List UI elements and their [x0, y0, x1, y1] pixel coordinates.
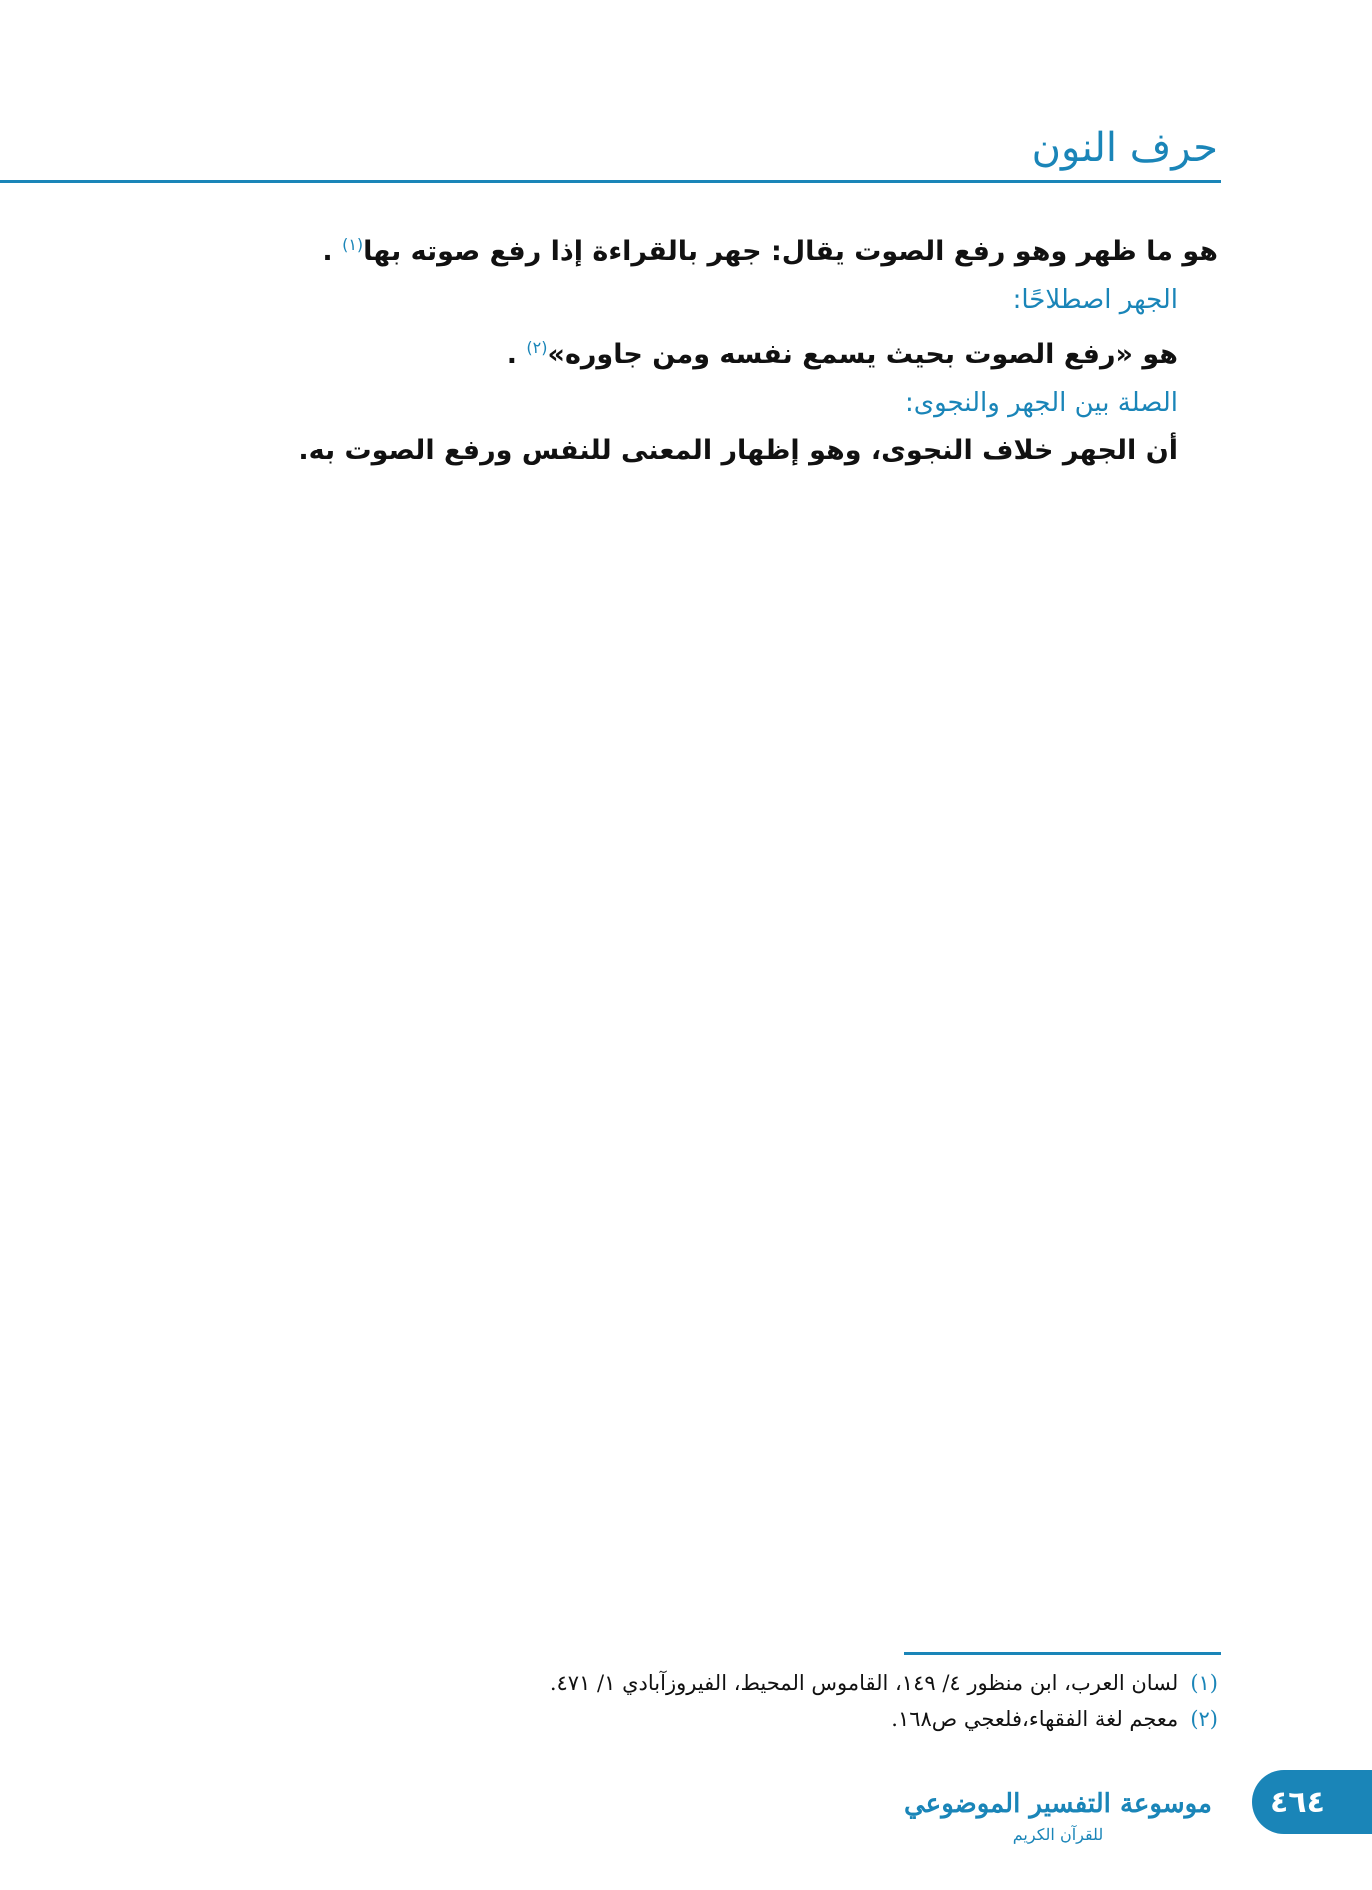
paragraph-2-text: هو «رفع الصوت بحيث يسمع نفسه ومن جاوره»: [547, 339, 1178, 370]
logo-title: موسوعة التفسير الموضوعي: [904, 1789, 1212, 1819]
page-number: ٤٦٤: [1270, 1784, 1325, 1820]
main-text: [298, 225, 1218, 471]
paragraph-2-end: .: [506, 339, 527, 370]
header-rule: [0, 180, 1221, 183]
paragraph-1-text: هو ما ظهر وهو رفع الصوت يقال: جهر بالقراءة إذا رفع صوته بها: [363, 236, 1218, 267]
footnote-number: (٢): [1190, 1707, 1218, 1731]
paragraph-3: أن الجهر خلاف النجوى، وهو إظهار المعنى للنفس ورفع الصوت به.: [298, 435, 1178, 466]
footnote-ref-2[interactable]: (٢): [526, 338, 548, 357]
paragraph-1: [318, 225, 1218, 272]
heading-terminology: الجهر اصطلاحًا:: [1012, 285, 1178, 315]
footnotes: [318, 1665, 1218, 1737]
chapter-title: حرف النون: [1031, 125, 1218, 171]
footnote-number: (١): [1190, 1671, 1218, 1695]
footnote-1: [318, 1665, 1218, 1701]
logo-subtitle: للقرآن الكريم: [1012, 1825, 1104, 1844]
footnote-2: [318, 1701, 1218, 1737]
encyclopedia-logo: [904, 1778, 1212, 1848]
footnote-text: لسان العرب، ابن منظور ٤/ ١٤٩، القاموس المحيط، الفيروزآبادي ١/ ٤٧١.: [549, 1671, 1179, 1695]
paragraph-2: [318, 328, 1178, 375]
heading-relation: الصلة بين الجهر والنجوى:: [904, 388, 1178, 418]
page-number-badge: [1252, 1770, 1372, 1834]
footnote-ref-1[interactable]: (١): [342, 235, 364, 254]
paragraph-1-end: .: [322, 236, 343, 267]
footnote-text: معجم لغة الفقهاء،فلعجي ص١٦٨.: [891, 1707, 1179, 1731]
footnote-rule: [904, 1652, 1221, 1655]
